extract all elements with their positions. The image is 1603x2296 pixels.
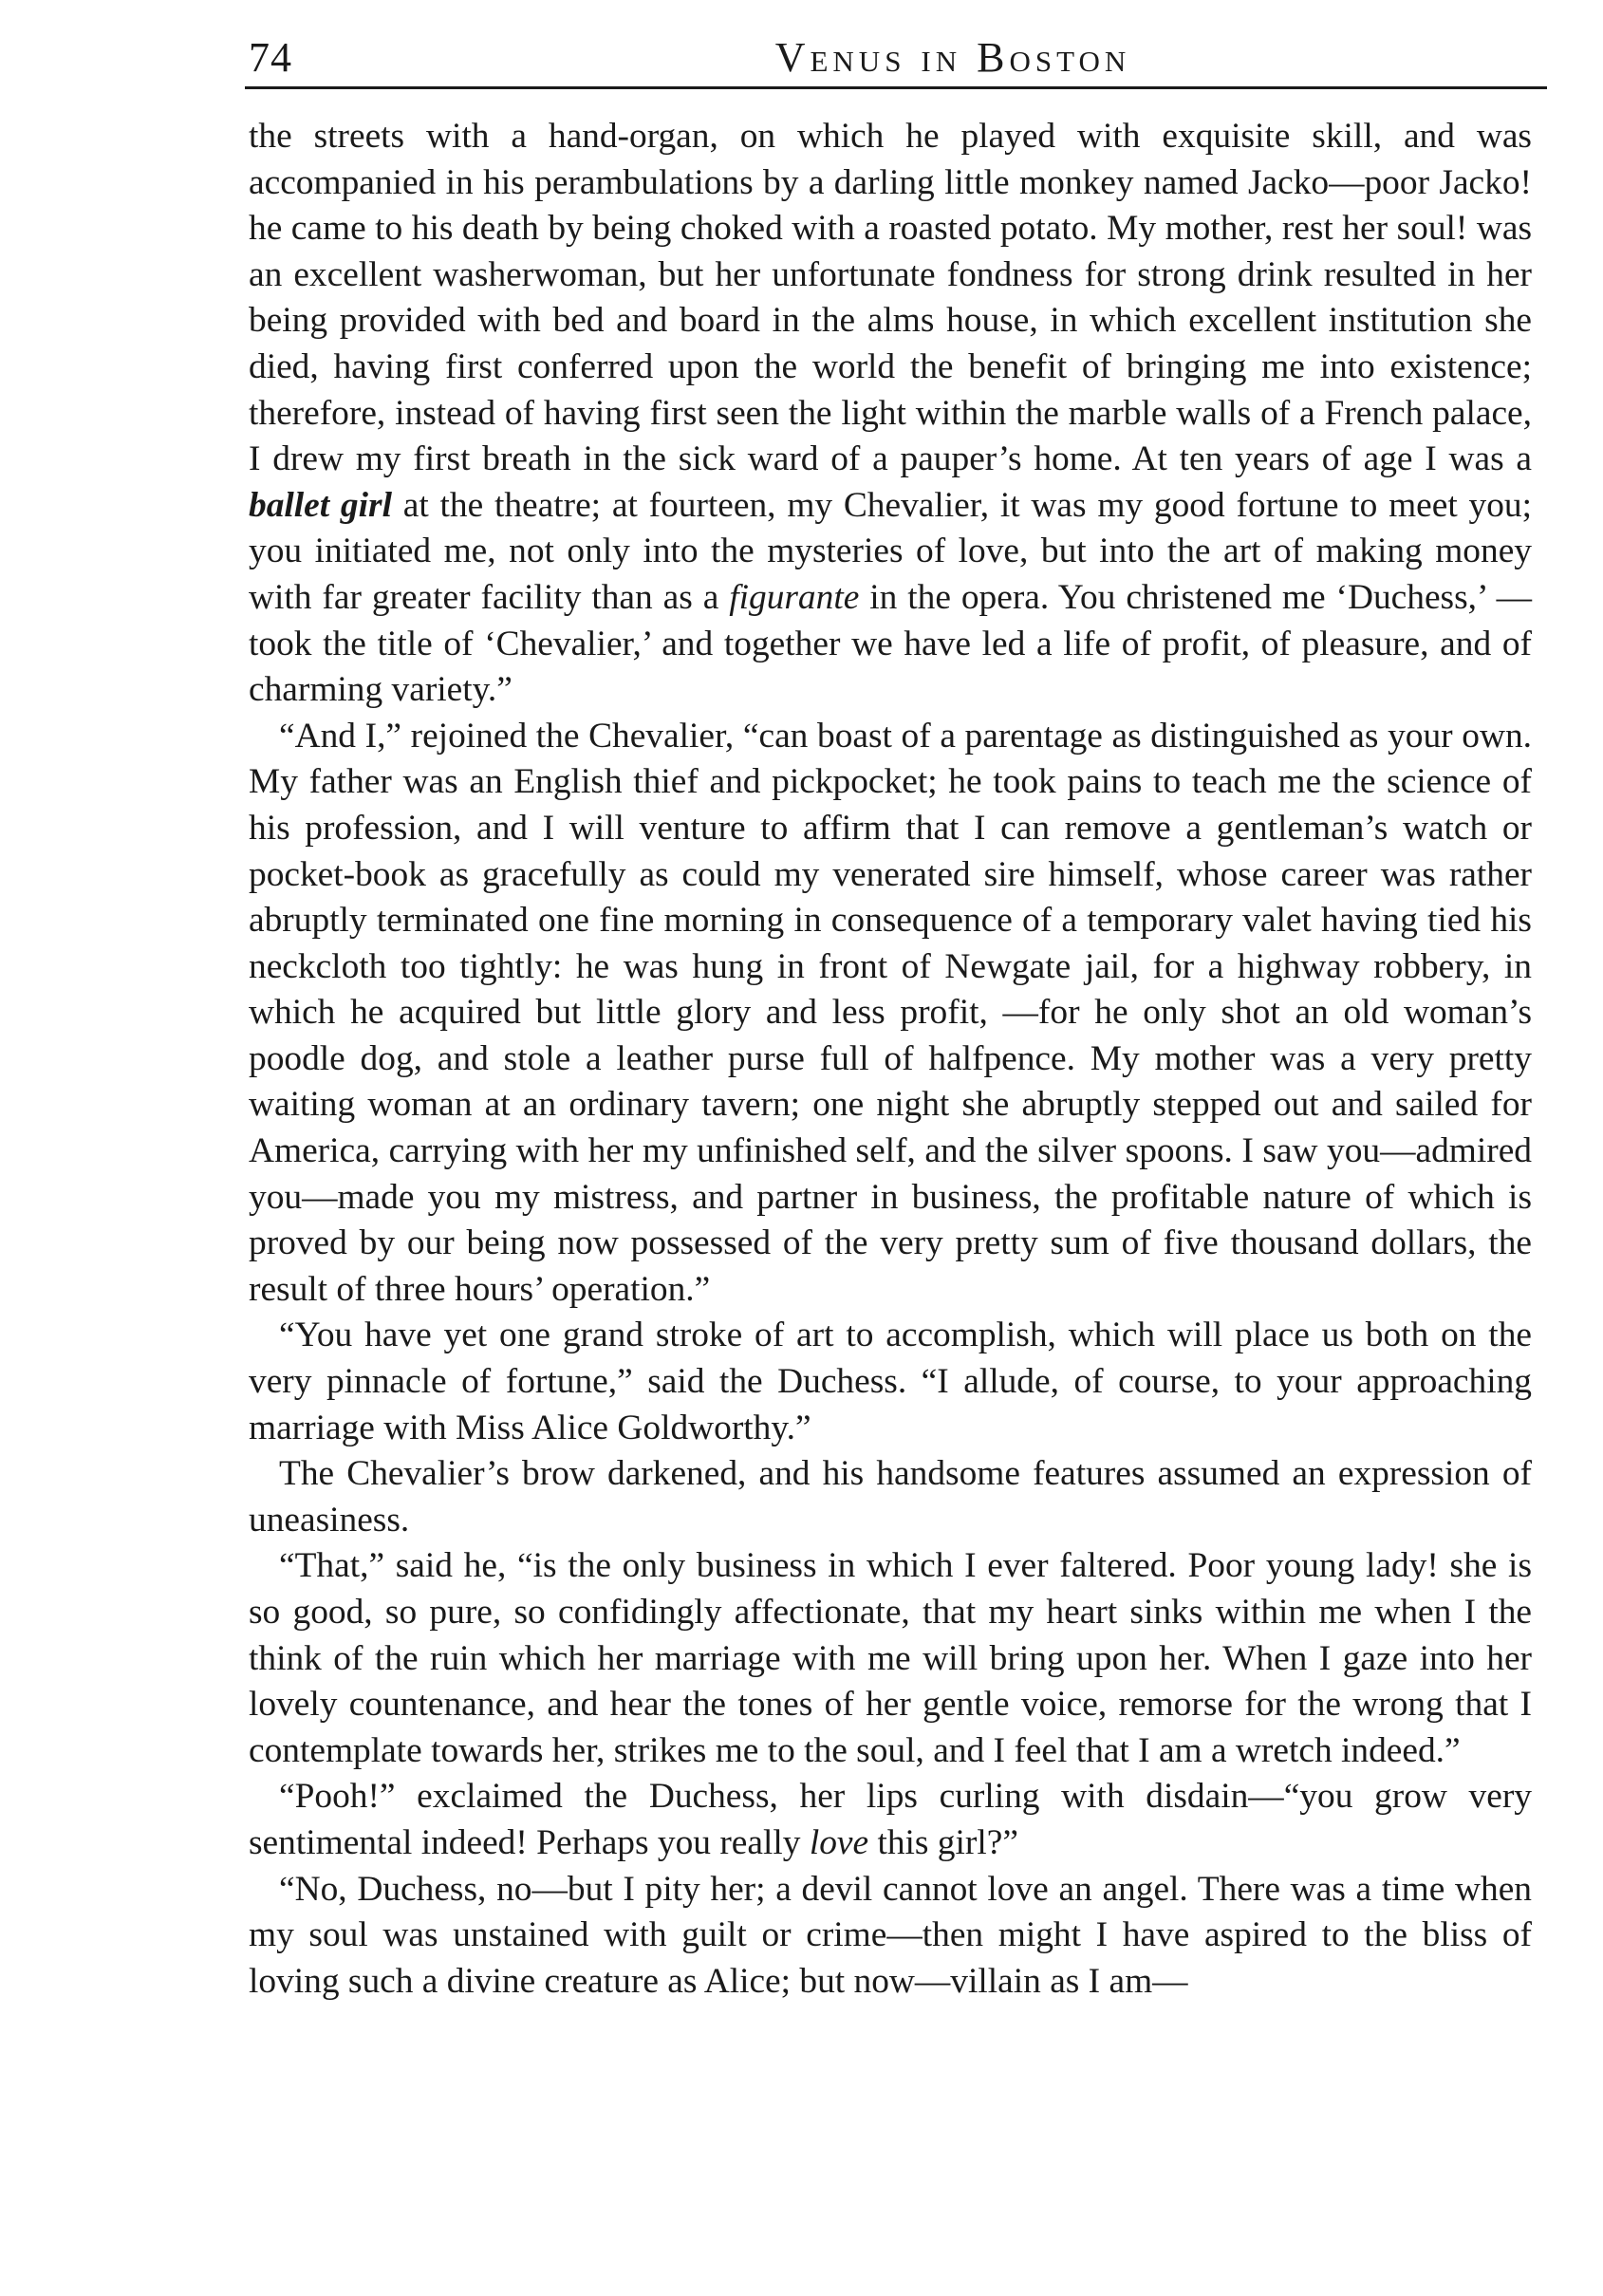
page-number: 74 <box>249 34 292 81</box>
paragraph-1 <box>249 114 1532 714</box>
paragraph-4: The Chevalier’s brow darkened, and his handsome features assumed an expression of uneasiness. <box>249 1454 1532 1540</box>
header-rule <box>245 86 1547 89</box>
paragraph-1-text-a: the streets with a hand-organ, on which he played with exquisite skill, and was accompanied in his perambulations by a darling little monkey named Jacko—poor Jacko! he came to his death by being choked with a roasted potato. My mother, rest her soul! was an excellent washerwoman, but her unfortunate fondness for strong drink resulted in her being provided with bed and board in the alms house, in which excellent institution she died, having first conferred upon the world the benefit of bringing me into existence; therefore, instead of having first seen the light within the marble walls of a French palace, I drew my first breath in the sick ward of a pauper’s home. At ten years of age I was a <box>249 117 1532 479</box>
paragraph-3: “You have yet one grand stroke of art to accomplish, which will place us both on the very pinnacle of fortune,” said the Duchess. “I allude, of course, to your approaching marriage with Miss Alice Goldworthy.” <box>249 1316 1532 1447</box>
paragraph-6-emphasis-love: love <box>809 1822 869 1862</box>
body-text <box>249 114 1532 2005</box>
paragraph-5: “That,” said he, “is the only business in which I ever faltered. Poor young lady! she is so good, so pure, so confidingly affectionate, that my heart sinks within me when I the think of the ruin which her marriage with me will bring upon her. When I gaze into her lovely countenance, and hear the tones of her gentle voice, remorse for the wrong that I contemplate towards her, strikes me to the soul, and I feel that I am a wretch indeed.” <box>249 1546 1532 1770</box>
paragraph-6-text-b: this girl?” <box>868 1822 1018 1862</box>
paragraph-6 <box>249 1774 1532 1866</box>
paragraph-1-text-c: in the opera. You christened me ‘Duchess,’ —took the title of ‘Chevalier,’ and together we have led a life of profit, of pleasure, and of charming variety.” <box>249 577 1532 710</box>
paragraph-1-text-b: at the theatre; at fourteen, my Chevalier, it was my good fortune to meet you; you initiated me, not only into the mysteries of love, but into the art of making money with far greater facility than as a <box>249 485 1532 617</box>
paragraph-6-text-a: “Pooh!” exclaimed the Duchess, her lips curling with disdain—“you grow very sentimental indeed! Perhaps you really <box>249 1777 1532 1862</box>
paragraph-1-emphasis-ballet-girl: ballet girl <box>249 485 392 525</box>
paragraph-7: “No, Duchess, no—but I pity her; a devil cannot love an angel. There was a time when my soul was unstained with guilt or crime—then might I have aspired to the bliss of loving such a divine creature as Alice; but now—villain as I am— <box>249 1869 1532 2001</box>
page-header <box>245 28 1547 89</box>
paragraph-1-emphasis-figurante: figurante <box>729 577 860 617</box>
paragraph-2: “And I,” rejoined the Chevalier, “can boast of a parentage as distinguished as your own. My father was an English thief and pickpocket; he took pains to teach me the science of his profession, and I will venture to affirm that I can remove a gentleman’s watch or pocket-book as gracefully as could my venerated sire himself, whose career was rather abruptly terminated one fine morning in consequence of a temporary valet having tied his neckcloth too tightly: he was hung in front of Newgate jail, for a highway robbery, in which he acquired but little glory and less profit, —for he only shot an old woman’s poodle dog, and stole a leather purse full of halfpence. My mother was a very pretty waiting woman at an ordinary tavern; one night she abruptly stepped out and sailed for America, carrying with her my unfinished self, and the silver spoons. I saw you—admired you—made you my mistress, and partner in business, the profitable nature of which is proved by our being now possessed of the very pretty sum of five thousand dollars, the result of three hours’ operation.” <box>249 716 1532 1309</box>
running-title: Venus in Boston <box>774 34 1131 81</box>
